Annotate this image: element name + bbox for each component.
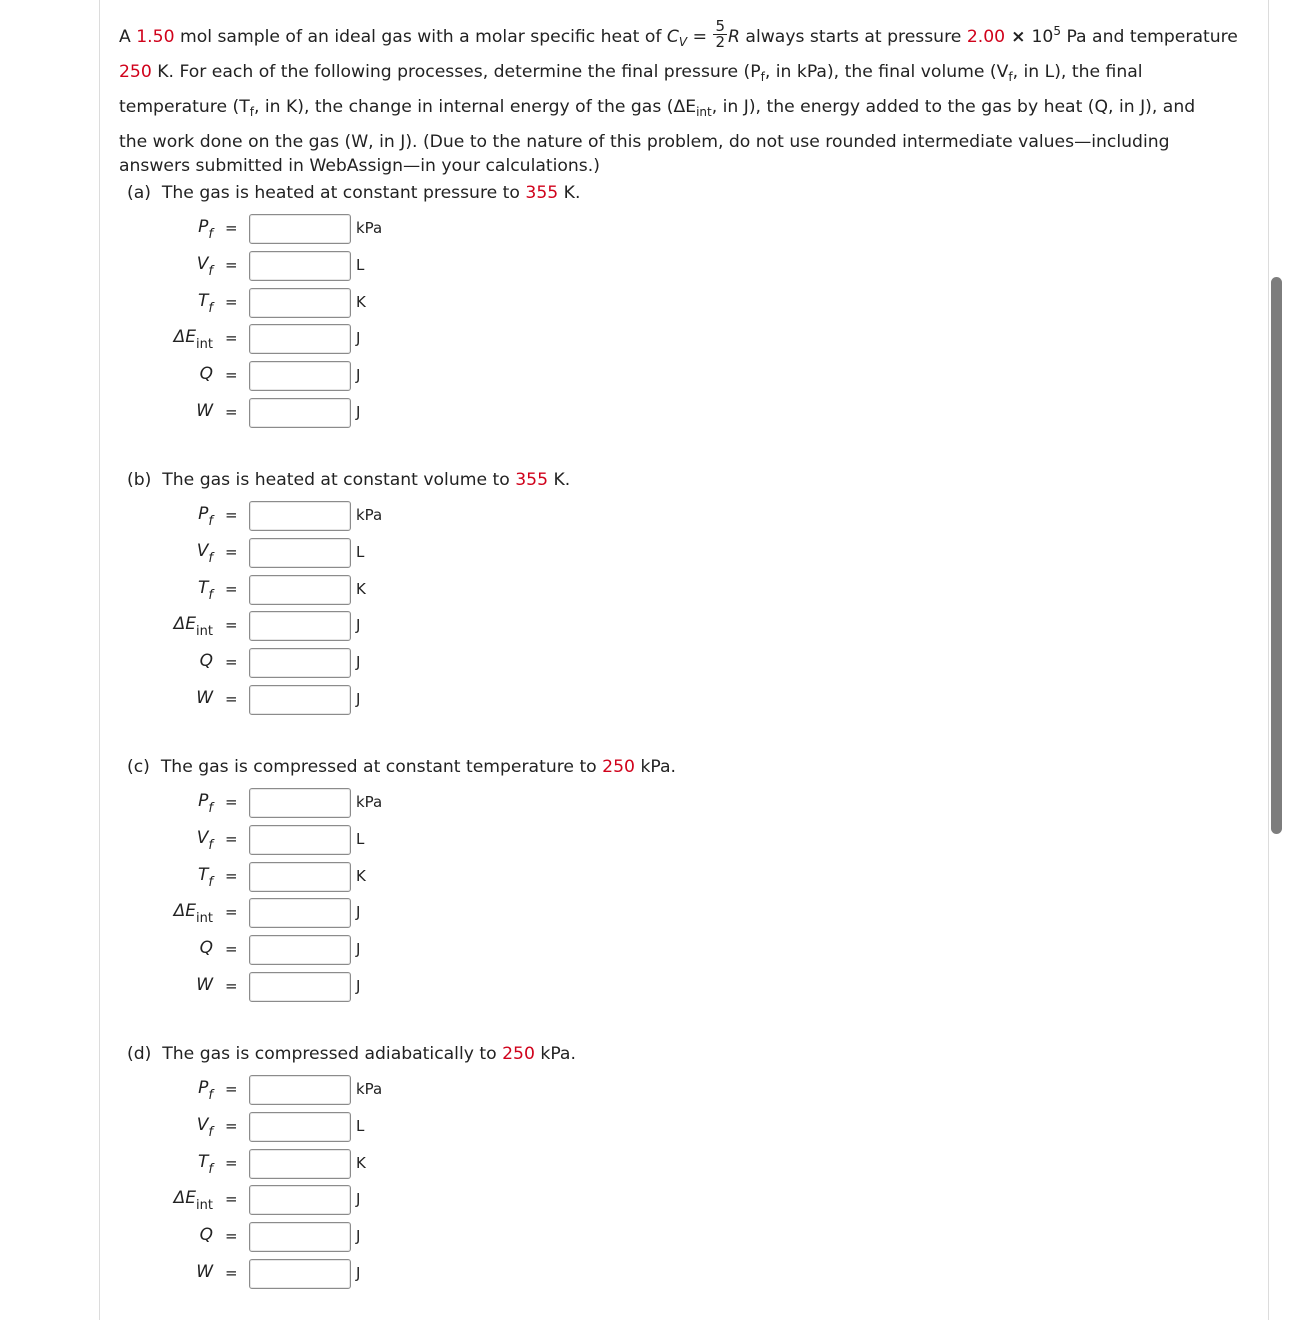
part-d-pf-input[interactable] [249,1075,351,1105]
delta-eint-row: $\Delta E_{int}$ = J [127,1185,527,1217]
part-c-pf-input[interactable] [249,788,351,818]
pf-row: $P_f$ = kPa [127,788,527,820]
part-a-q-input[interactable] [249,361,351,391]
content-right-border [1268,0,1269,1320]
part-d-tf-input[interactable] [249,1149,351,1179]
part-b-w-input[interactable] [249,685,351,715]
part-b-pf-input[interactable] [249,501,351,531]
part-c-q-input[interactable] [249,935,351,965]
part-a-pf-input[interactable] [249,214,351,244]
tf-row: $T_f$ = K [127,575,527,607]
vf-row: $V_f$ = L [127,825,527,857]
part-a [127,181,1027,421]
w-row: W = J [127,398,527,430]
part-b-heading: (b) The gas is heated at constant volume to 355 K. [127,470,571,490]
q-row: Q = J [127,648,527,680]
part-a-delta-eint-input[interactable] [249,324,351,354]
content-left-border [99,0,100,1320]
pf-row: $P_f$ = kPa [127,501,527,533]
part-c-w-input[interactable] [249,972,351,1002]
part-b [127,468,1027,708]
pf-row: $P_f$ = kPa [127,1075,527,1107]
q-row: Q = J [127,935,527,967]
delta-eint-row: $\Delta E_{int}$ = J [127,324,527,356]
part-c-vf-input[interactable] [249,825,351,855]
vf-row: $V_f$ = L [127,1112,527,1144]
vf-row: $V_f$ = L [127,538,527,570]
fraction-five-halves: $\frac{5}{2}$ [715,16,726,51]
part-d-w-input[interactable] [249,1259,351,1289]
part-a-w-input[interactable] [249,398,351,428]
part-a-vf-input[interactable] [249,251,351,281]
delta-eint-row: $\Delta E_{int}$ = J [127,898,527,930]
part-c-tf-input[interactable] [249,862,351,892]
part-d-delta-eint-input[interactable] [249,1185,351,1215]
q-row: Q = J [127,361,527,393]
tf-row: $T_f$ = K [127,288,527,320]
vf-row: $V_f$ = L [127,251,527,283]
pf-row: $P_f$ = kPa [127,214,527,246]
w-row: W = J [127,972,527,1004]
q-row: Q = J [127,1222,527,1254]
part-b-delta-eint-input[interactable] [249,611,351,641]
moles-value: 1.50 [136,27,175,47]
part-c [127,755,1027,995]
part-d-heading: (d) The gas is compressed adiabatically to 250 kPa. [127,1044,576,1064]
part-b-q-input[interactable] [249,648,351,678]
part-b-tf-input[interactable] [249,575,351,605]
part-d-vf-input[interactable] [249,1112,351,1142]
part-d-q-input[interactable] [249,1222,351,1252]
part-a-tf-input[interactable] [249,288,351,318]
temperature-value: 250 [119,62,152,82]
vertical-scrollbar[interactable] [1271,277,1282,834]
part-c-heading: (c) The gas is compressed at constant temperature to 250 kPa. [127,757,676,777]
part-d [127,1042,1027,1282]
w-row: W = J [127,1259,527,1291]
tf-row: $T_f$ = K [127,862,527,894]
w-row: W = J [127,685,527,717]
delta-eint-row: $\Delta E_{int}$ = J [127,611,527,643]
part-c-delta-eint-input[interactable] [249,898,351,928]
part-b-vf-input[interactable] [249,538,351,568]
part-a-heading: (a) The gas is heated at constant pressure to 355 K. [127,183,581,203]
tf-row: $T_f$ = K [127,1149,527,1181]
pressure-value: 2.00 [966,27,1006,47]
question-text: A 1.50 mol sample of an ideal gas with a molar specific heat of $C_V$ = $\frac{5}{2}$ R always starts at pressure $2.00 \times 10^5$ Pa and temperature 250 K. For each of the following processes, determine the final pressure ($P_f$, in kPa), the final volume ($V_f$, in L), the final temperature ($T_f$, in K), the change in internal energy of the gas ($\Delta E_{int}$, in J), the energy added to the gas by heat (Q, in J), and the work done on the gas (W, in J). (Due to the nature of this problem, do not use rounded intermediate values—including answers submitted in WebAssign—in your calculations.) [119,16,1238,176]
